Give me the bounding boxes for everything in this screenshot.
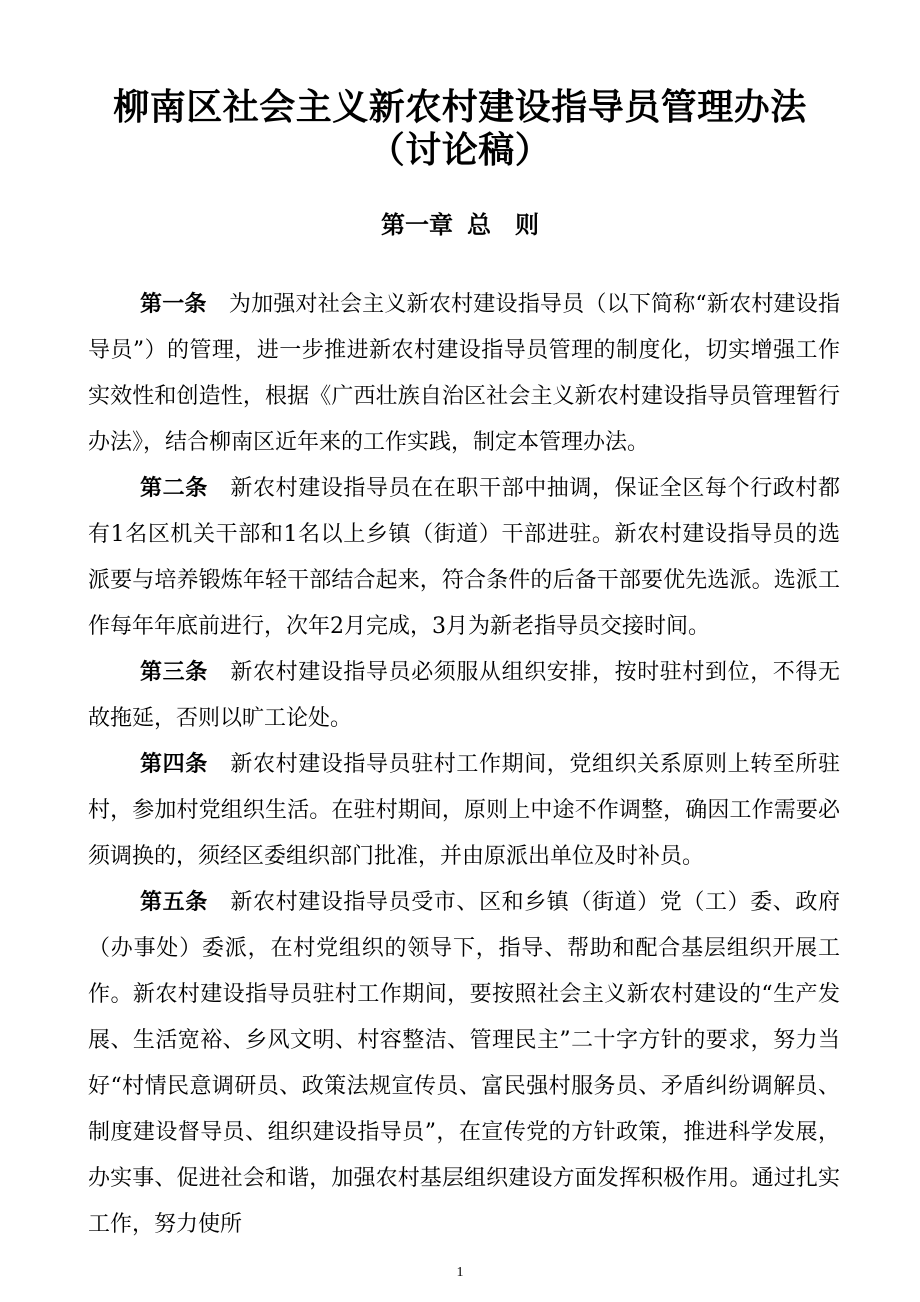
article-paragraph	[88, 742, 840, 880]
article-number: 第一条	[140, 292, 207, 317]
article-text: 新农村建设指导员在在职干部中抽调，保证全区每个行政村都有1名区机关干部和1名以上乡镇（街道）干部进驻。新农村建设指导员的选派要与培养锻炼年轻干部结合起来，符合条件的后备干部要优先选派。选派工作每年年底前进行，次年2月完成，3月为新老指导员交接时间。	[88, 476, 840, 639]
article-paragraph	[88, 282, 840, 466]
article-text: 为加强对社会主义新农村建设指导员（以下简称“新农村建设指导员”）的管理，进一步推进新农村建设指导员管理的制度化，切实增强工作实效性和创造性，根据《广西壮族自治区社会主义新农村建设指导员管理暂行办法》，结合柳南区近年来的工作实践，制定本管理办法。	[88, 292, 840, 455]
article-number: 第五条	[140, 890, 208, 915]
page-number: 1	[456, 1265, 464, 1280]
article-paragraph	[88, 880, 840, 1248]
chapter-label: 第一章	[381, 210, 453, 239]
article-paragraph	[88, 466, 840, 650]
document-subtitle: （讨论稿）	[368, 129, 552, 171]
document-body	[88, 282, 840, 1248]
article-number: 第四条	[140, 752, 208, 777]
article-number: 第二条	[140, 476, 208, 501]
chapter-name: 总 则	[467, 210, 539, 239]
article-text: 新农村建设指导员受市、区和乡镇（街道）党（工）委、政府（办事处）委派，在村党组织的领导下，指导、帮助和配合基层组织开展工作。新农村建设指导员驻村工作期间，要按照社会主义新农村建设的“生产发展、生活宽裕、乡风文明、村容整洁、管理民主”二十字方针的要求，努力当好“村情民意调研员、政策法规宣传员、富民强村服务员、矛盾纠纷调解员、制度建设督导员、组织建设指导员”，在宣传党的方针政策，推进科学发展，办实事、促进社会和谐，加强农村基层组织建设方面发挥积极作用。通过扎实工作，努力使所	[88, 890, 840, 1237]
article-text: 新农村建设指导员必须服从组织安排，按时驻村到位，不得无故拖延，否则以旷工论处。	[88, 660, 840, 731]
document-title: 柳南区社会主义新农村建设指导员管理办法	[113, 86, 807, 128]
chapter-heading	[0, 205, 920, 245]
article-number: 第三条	[140, 660, 208, 685]
article-paragraph	[88, 650, 840, 742]
article-text: 新农村建设指导员驻村工作期间，党组织关系原则上转至所驻村，参加村党组织生活。在驻村期间，原则上中途不作调整，确因工作需要必须调换的，须经区委组织部门批准，并由原派出单位及时补员。	[88, 752, 840, 869]
